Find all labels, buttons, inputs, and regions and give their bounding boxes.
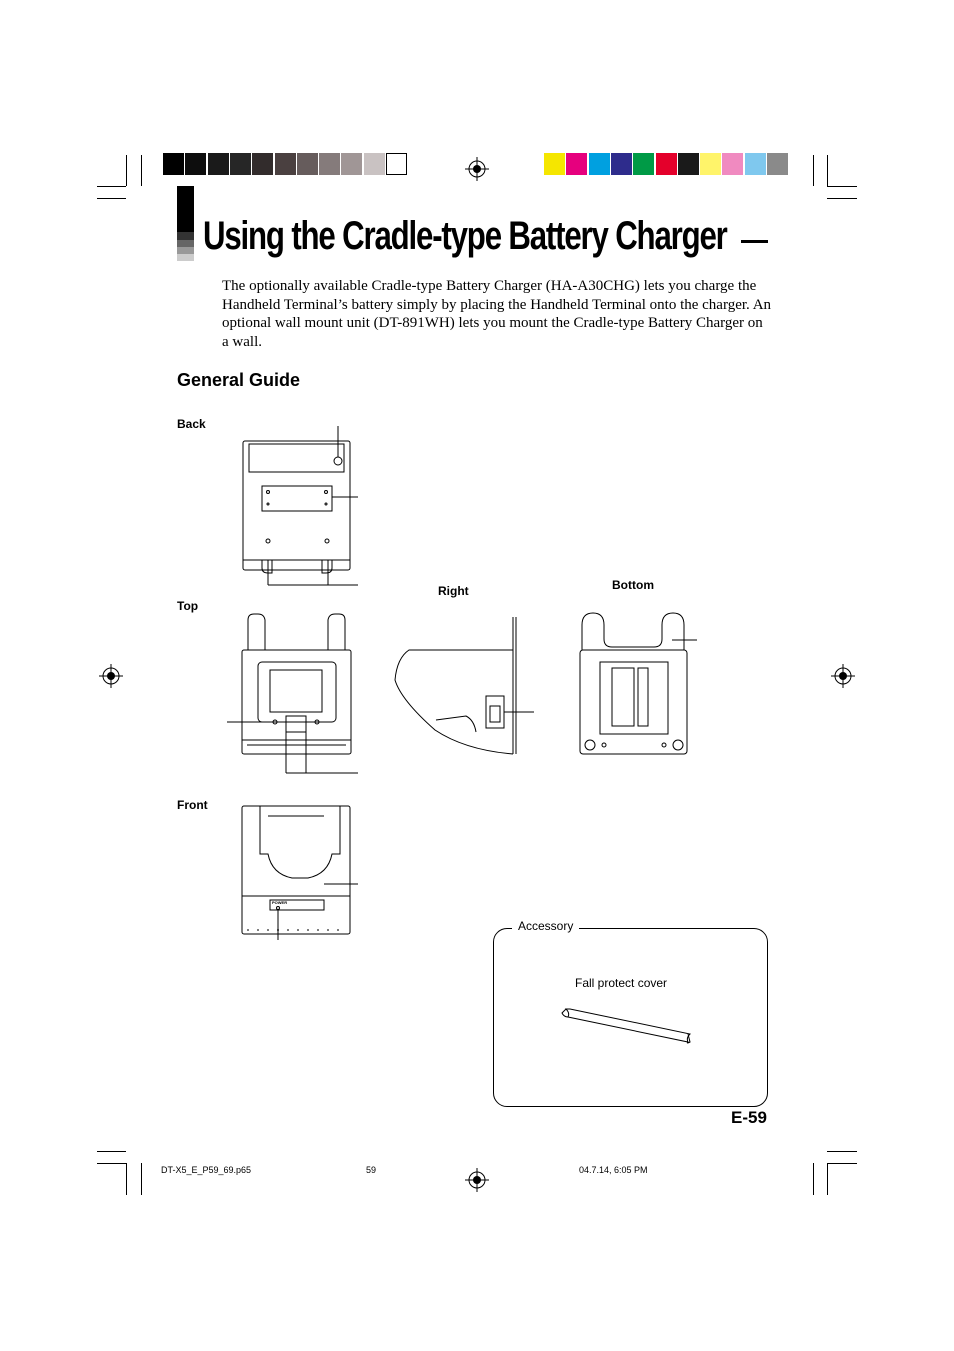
view-label-bottom: Bottom: [612, 578, 654, 592]
intro-paragraph: The optionally available Cradle-type Battery Charger (HA-A30CHG) lets you charge the Handheld Terminal’s battery simply by placing the Handheld Terminal onto the charger. An optional wall mount unit (DT-891WH) lets you mount the Cradle-type Battery Charger on a wall.: [222, 278, 772, 350]
accessory-legend: Accessory: [512, 919, 579, 933]
page-title: Using the Cradle-type Battery Charger: [203, 214, 727, 258]
footer-file-name: DT-X5_E_P59_69.p65: [161, 1165, 252, 1175]
accessory-item-label: Fall protect cover: [575, 976, 668, 990]
footer-page: 59: [366, 1165, 377, 1175]
view-label-top: Top: [177, 599, 199, 613]
view-label-back: Back: [177, 417, 206, 431]
power-indicator-label: POWER: [272, 900, 288, 905]
view-label-front: Front: [177, 798, 208, 812]
view-label-right: Right: [438, 584, 469, 598]
footer-timestamp: 04.7.14, 6:05 PM: [579, 1165, 648, 1175]
page-number: E-59: [731, 1108, 767, 1127]
section-heading: General Guide: [177, 370, 301, 390]
